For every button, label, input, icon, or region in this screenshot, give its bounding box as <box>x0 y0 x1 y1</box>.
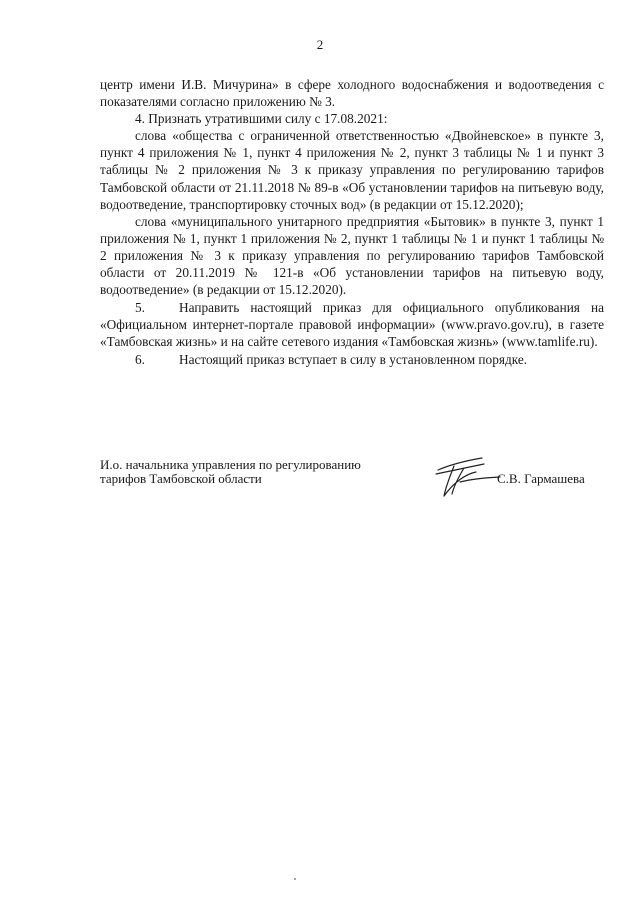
signer-name: С.В. Гармашева <box>497 471 585 486</box>
paragraph-bytovik: слова «муниципального унитарного предприятия «Бытовик» в пункте 3, пункт 1 приложения № 1, пункт 1 приложения № 2, пункт 1 таблицы № 1 и пункт 1 таблицы № 2 приложения № 3 к приказу управления по регулированию тарифов Тамбовской области от 20.11.2019 № 121-в «Об установлении тарифов на питьевую воду, водоотведение» (в редакции от 15.12.2020). <box>100 213 604 298</box>
paragraph-item-5 <box>100 299 604 350</box>
signer-title-line2: тарифов Тамбовской области <box>100 471 262 486</box>
paragraph-dvoynevskoe: слова «общества с ограниченной ответственностью «Двойневское» в пункте 3, пункт 4 приложения № 1, пункт 4 приложения № 2, пункт 3 таблицы № 1 и пункт 3 таблицы № 2 приложения № 3 к приказу управления по регулированию тарифов Тамбовской области от 21.11.2018 № 89-в «Об установлении тарифов на питьевую воду, водоотведение, транспортировку сточных вод» (в редакции от 15.12.2020); <box>100 128 604 212</box>
signature-position <box>100 458 361 486</box>
page-number: 2 <box>316 37 324 52</box>
document-body <box>100 76 604 368</box>
handwritten-signature-icon <box>424 452 504 502</box>
item-number-5: 5. <box>135 300 145 316</box>
paragraph-item-4: 4. Признать утратившими силу с 17.08.2021: <box>135 111 388 127</box>
item-text-6: Настоящий приказ вступает в силу в установленном порядке. <box>179 351 528 367</box>
item-number-6: 6. <box>135 351 145 367</box>
signer-title-line1: И.о. начальника управления по регулированию <box>100 457 361 472</box>
item-text-5: Направить настоящий приказ для официального опубликования на «Официальном интернет-портале правовой информации» (www.pravo.gov.ru), в газете «Тамбовская жизнь» и на сайте сетевого издания «Тамбовская жизнь» (www.tamlife.ru). <box>100 300 604 350</box>
scan-speck <box>294 878 296 880</box>
paragraph-continuation: центр имени И.В. Мичурина» в сфере холодного водоснабжения и водоотведения с показателями согласно приложению № 3. <box>100 77 604 110</box>
paragraph-item-6 <box>100 351 604 368</box>
